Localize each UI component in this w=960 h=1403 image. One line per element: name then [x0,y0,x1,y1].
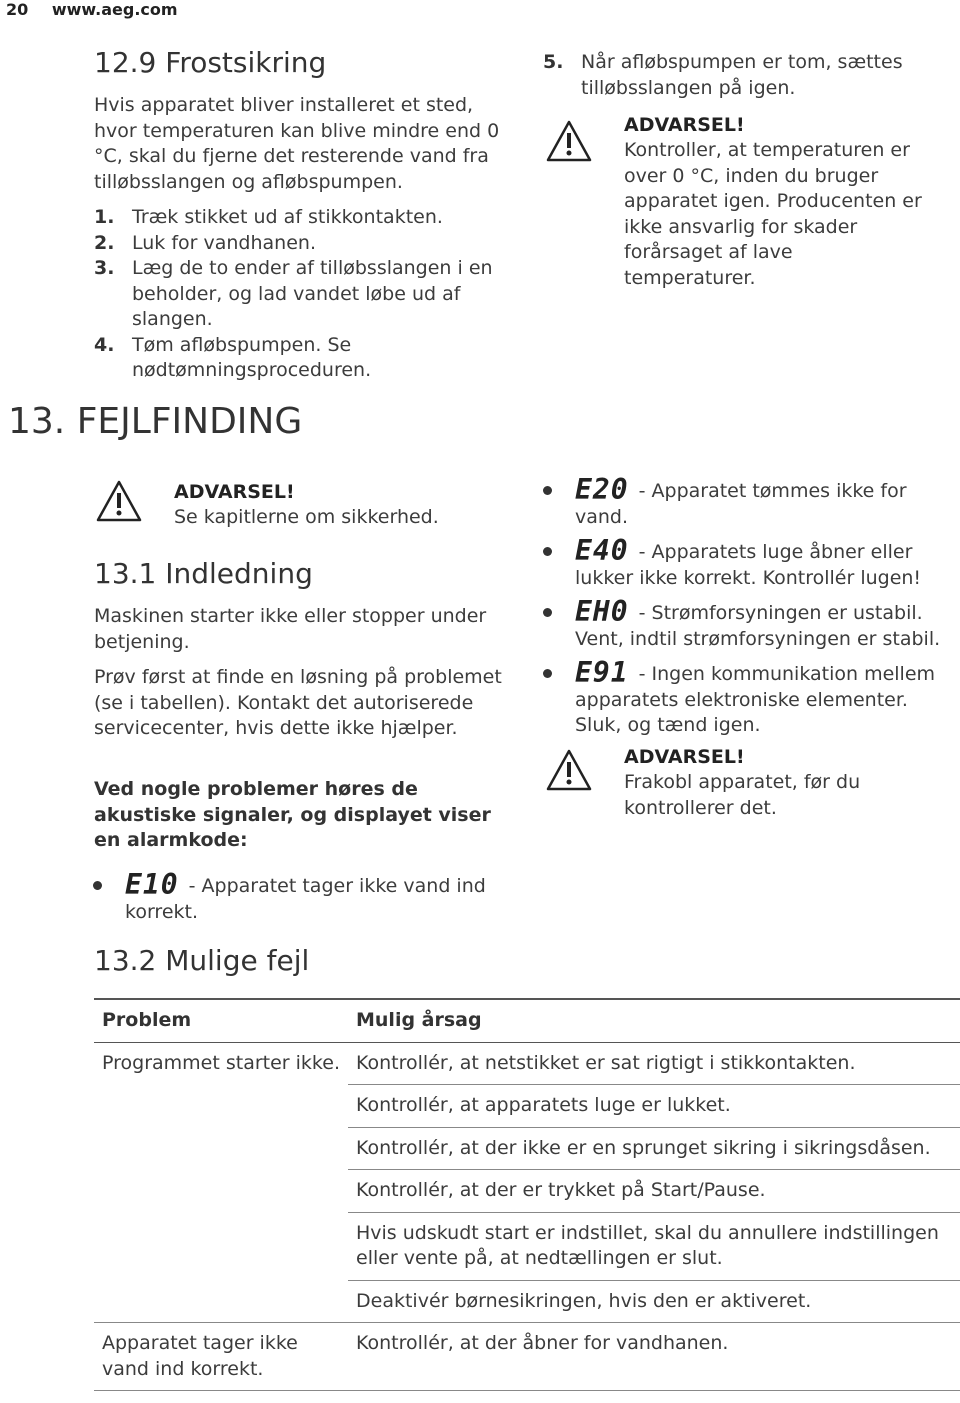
problem-cell: Programmet starter ikke. [102,1051,340,1074]
step-item: 2. Luk for vandhanen. [94,231,316,254]
cause-cell: Deaktivér børnesikringen, hvis den er aktiveret. [348,1280,960,1323]
warning-title: ADVARSEL! [624,746,745,768]
section-title-13-1: 13.1 Indledning [94,557,313,590]
frost-warning [624,113,924,291]
alarm-code-item: EH0 - Strømforsyningen er ustabil. Vent, indtil strømforsyningen er stabil. [541,599,956,652]
table-header-row [94,999,960,1042]
cause-cell: Kontrollér, at der er trykket på Start/Pause. [348,1170,960,1213]
alarm-code: E40 [575,534,629,567]
cause-cell: Kontrollér, at apparatets luge er lukket. [348,1085,960,1128]
alarm-code: E10 [125,868,179,901]
alarm-code-item: E10 - Apparatet tager ikke vand ind korrekt. [91,872,521,925]
alarm-code-list-continued [541,473,956,747]
troubleshooting-table [94,998,960,1391]
alarm-code-list [91,868,521,933]
frost-steps [94,205,514,384]
step-item: 5. Når afløbspumpen er tom, sættes tilløbsslangen på igen. [543,51,903,99]
problem-cell [94,1085,348,1128]
page-header [6,0,196,19]
table-row [94,1170,960,1213]
alarm-code-item: E40 - Apparatets luge åbner eller lukker ikke korrekt. Kontrollér lugen! [541,538,956,591]
troubleshooting-warning [174,480,504,531]
step-item: 4. Tøm afløbspumpen. Se nødtømningsproceduren. [94,333,372,381]
warning-title: ADVARSEL! [624,114,745,136]
intro-paragraph-2: Prøv først at finde en løsning på problemet (se i tabellen). Kontakt det autoriserede servicecenter, hvis dette ikke hjælper. [94,666,502,739]
problem-cell [94,1127,348,1170]
warning-icon [546,120,592,166]
section-title-12-9: 12.9 Frostsikring [94,46,327,79]
warning-text: Frakobl apparatet, før du kontrollerer det. [624,771,861,819]
table-row [94,1127,960,1170]
intro-paragraph-3: Ved nogle problemer høres de akustiske signaler, og displayet viser en alarmkode: [94,778,491,851]
warning-text: Kontroller, at temperaturen er over 0 °C, inden du bruger apparatet igen. Producenten er ikke ansvarlig for skader forårsaget af lave temperaturer. [624,139,922,289]
column-header-cause: Mulig årsag [348,999,960,1042]
intro-paragraph-1: Maskinen starter ikke eller stopper under betjening. [94,605,487,653]
warning-title: ADVARSEL! [174,481,295,503]
section-title-13: 13. FEJLFINDING [8,401,303,442]
table-row [94,1042,960,1085]
warning-icon [546,749,592,795]
alarm-code: E20 [575,473,629,506]
cause-cell: Kontrollér, at der åbner for vandhanen. [348,1323,960,1391]
warning-icon [96,480,142,526]
column-header-problem: Problem [94,999,348,1042]
alarm-code: E91 [575,656,629,689]
table-row [94,1280,960,1323]
frost-intro: Hvis apparatet bliver installeret et sted, hvor temperaturen kan blive mindre end 0 °C, skal du fjerne det resterende vand fra tilløbsslangen og afløbspumpen. [94,94,500,193]
website-url: www.aeg.com [51,0,178,19]
alarm-code-item: E20 - Apparatet tømmes ikke for vand. [541,477,956,530]
cause-cell: Hvis udskudt start er indstillet, skal du annullere indstillingen eller vente på, at nedtællingen er slut. [348,1212,960,1280]
table-row [94,1212,960,1280]
step-item: 3. Læg de to ender af tilløbsslangen i en beholder, og lad vandet løbe ud af slangen. [94,257,493,330]
alarm-code-item: E91 - Ingen kommunikation mellem apparatets elektroniske elementer. Sluk, og tænd igen. [541,660,956,739]
step-item: 1. Træk stikket ud af stikkontakten. [94,206,443,228]
section-title-13-2: 13.2 Mulige fejl [94,944,310,977]
table-row [94,1085,960,1128]
warning-text: Se kapitlerne om sikkerhed. [174,506,439,528]
troubleshooting-table-wrapper [94,998,960,1391]
problem-cell [94,1170,348,1213]
alarm-code: EH0 [575,595,629,628]
page-number: 20 [6,0,29,19]
problem-cell [94,1280,348,1323]
problem-cell: Apparatet tager ikke vand ind korrekt. [94,1323,348,1391]
table-row [94,1323,960,1391]
cause-cell: Kontrollér, at der ikke er en sprunget sikring i sikringsdåsen. [348,1127,960,1170]
disconnect-warning [624,745,924,821]
frost-steps-continued [543,50,943,101]
cause-cell: Kontrollér, at netstikket er sat rigtigt i stikkontakten. [348,1042,960,1085]
problem-cell [94,1212,348,1280]
